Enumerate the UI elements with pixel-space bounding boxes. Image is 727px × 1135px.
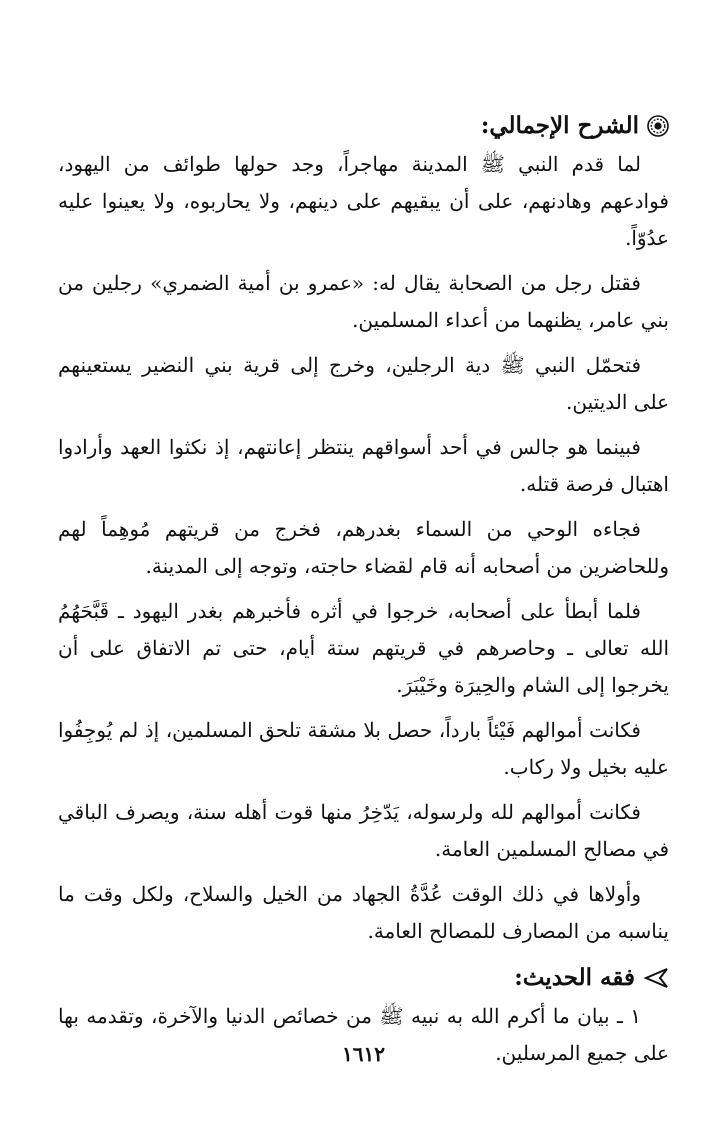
section-heading-overview [58, 108, 669, 144]
section-heading-text: الشرح الإجمالي: [480, 112, 639, 139]
paragraph: فبينما هو جالس في أحد أسواقهم ينتظر إعانتهم، إذ نكثوا العهد وأرادوا اهتبال فرصة قتله. [58, 435, 669, 496]
paragraph: وأولاها في ذلك الوقت عُدَّةُ الجهاد من الخيل والسلاح، ولكل وقت ما يناسبه من المصارف للمصالح العامة. [58, 882, 669, 943]
paragraph: فقتل رجل من الصحابة يقال له: «عمرو بن أمية الضمري» رجلين من بني عامر، يظنهما من أعداء المسلمين. [58, 271, 669, 332]
section-heading-text: فقه الحديث: [514, 964, 635, 991]
paragraph: لما قدم النبي ﷺ المدينة مهاجراً، وجد حولها طوائف من اليهود، فوادعهم وهادنهم، على أن يبقيهم على دينهم، ولا يحاربوه، ولا يعينوا عليه عدُوّاً. [58, 152, 669, 250]
paragraph: فكانت أموالهم فَيْئاً بارداً، حصل بلا مشقة تلحق المسلمين، إذ لم يُوجِفُوا عليه بخيل ولا ركاب. [58, 718, 669, 779]
section-heading-fiqh [58, 960, 669, 996]
paragraph: فتحمّل النبي ﷺ دية الرجلين، وخرج إلى قرية بني النضير يستعينهم على الديتين. [58, 353, 669, 414]
paragraph: فلما أبطأ على أصحابه، خرجوا في أثره فأخبرهم بغدر اليهود ـ قَبَّحَهُمُ الله تعالى ـ وحاصرهم في قريتهم ستة أيام، حتى تم الاتفاق على أن يخرجوا إلى الشام والحِيرَة وخَيْبَرَ. [58, 599, 669, 697]
paragraph: ١ ـ بيان ما أكرم الله به نبيه ﷺ من خصائص الدنيا والآخرة، وتقدمه بها على جميع المرسلين. [58, 1004, 669, 1065]
arrow-left-icon [643, 967, 669, 989]
page-number: ١٦١٢ [342, 1042, 385, 1066]
paragraph: فكانت أموالهم لله ولرسوله، يَدّخِرُ منها قوت أهله سنة، ويصرف الباقي في مصالح المسلمين العامة. [58, 800, 669, 861]
document-page [58, 108, 669, 1080]
rosette-icon [647, 115, 669, 137]
paragraph: فجاءه الوحي من السماء بغدرهم، فخرج من قريتهم مُوهِماً لهم وللحاضرين من أصحابه أنه قام لقضاء حاجته، وتوجه إلى المدينة. [58, 517, 669, 578]
